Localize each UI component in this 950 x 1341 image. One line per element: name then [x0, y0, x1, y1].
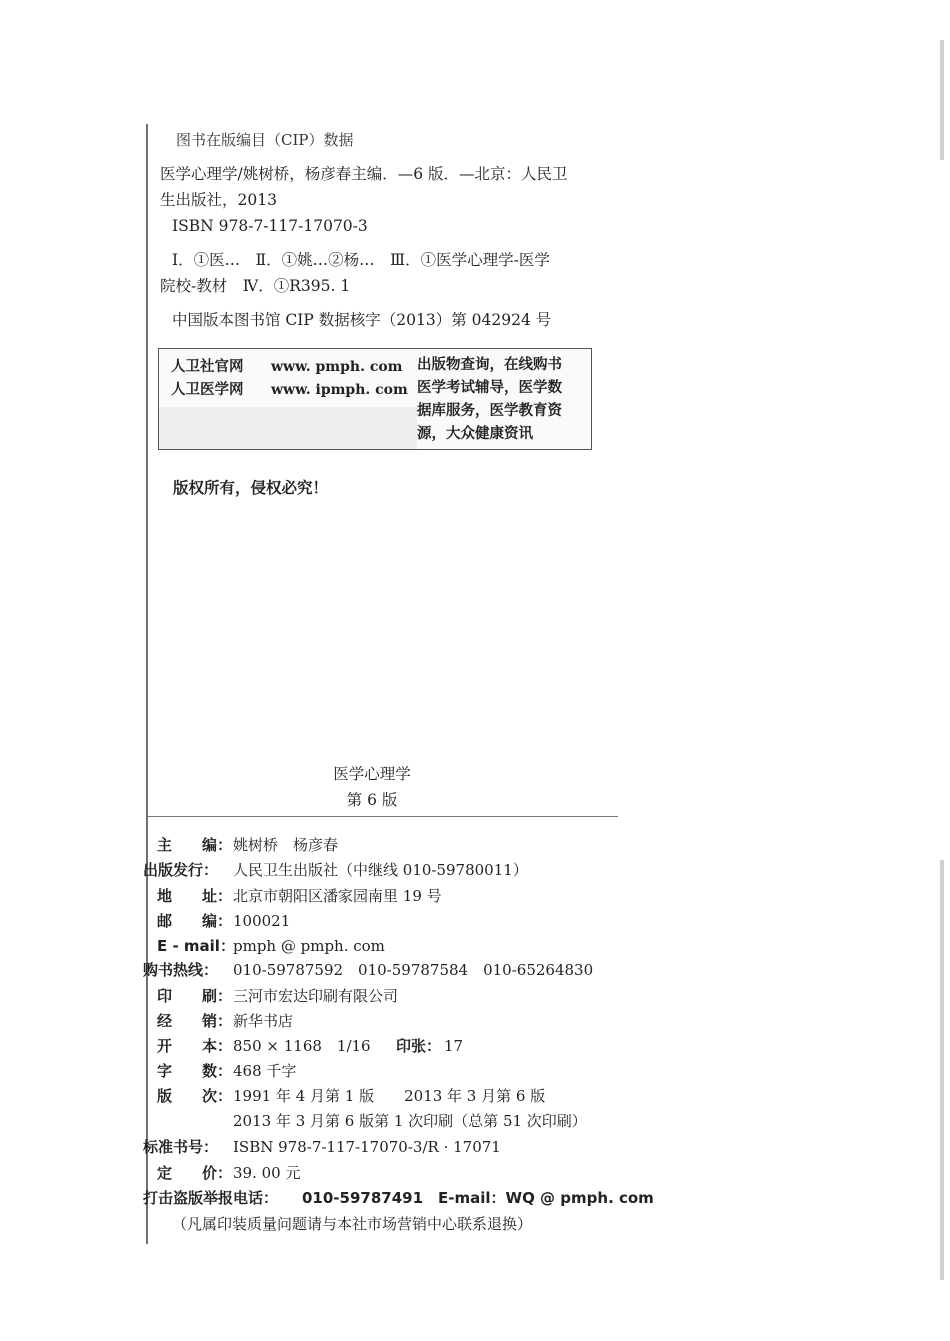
email-value: pmph @ pmph. com — [233, 937, 385, 955]
publisher-value: 人民卫生出版社（中继线 010-59780011） — [233, 861, 528, 879]
address-label: 地 址： — [157, 887, 233, 905]
site2-name: 人卫医学网 — [171, 382, 244, 398]
box-desc-1: 出版物查询，在线购书 — [417, 357, 562, 373]
edition: 第 6 版 — [346, 791, 398, 809]
left-margin-line — [146, 124, 148, 1244]
sheets-value: 17 — [444, 1037, 464, 1055]
cip-line-5: 院校-教材 Ⅳ．①R395. 1 — [160, 277, 351, 295]
edition-label: 版 次： — [157, 1087, 233, 1105]
format-value: 850 × 1168 1/16 — [233, 1037, 371, 1055]
copyright-notice: 版权所有，侵权必究！ — [173, 479, 329, 497]
scan-edge-lower — [940, 860, 944, 1280]
box-desc-3: 据库服务，医学教育资 — [417, 403, 562, 419]
book-title: 医学心理学 — [333, 765, 411, 783]
site1-url: www. pmph. com — [271, 359, 403, 375]
printer-label: 印 刷： — [157, 987, 233, 1005]
edition-value-1: 1991 年 4 月第 1 版 2013 年 3 月第 6 版 — [233, 1087, 546, 1105]
publisher-label: 出版发行： — [143, 861, 219, 879]
postcode-label: 邮 编： — [157, 912, 233, 930]
sheets-label: 印张： — [396, 1037, 442, 1055]
box-desc-2: 医学考试辅导，医学数 — [417, 380, 562, 396]
format-label: 开 本： — [157, 1037, 233, 1055]
website-box — [158, 348, 592, 450]
edition-value-2: 2013 年 3 月第 6 版第 1 次印刷（总第 51 次印刷） — [233, 1112, 587, 1130]
printer-value: 三河市宏达印刷有限公司 — [233, 987, 399, 1005]
quality-note: （凡属印装质量问题请与本社市场营销中心联系退换） — [172, 1215, 533, 1233]
divider — [148, 816, 618, 817]
editor-label: 主 编： — [157, 836, 233, 854]
cip-line-6: 中国版本图书馆 CIP 数据核字（2013）第 042924 号 — [172, 311, 552, 329]
words-label: 字 数： — [157, 1062, 233, 1080]
price-value: 39. 00 元 — [233, 1164, 301, 1182]
piracy-label: 打击盗版举报电话： — [143, 1189, 279, 1207]
address-value: 北京市朝阳区潘家园南里 19 号 — [233, 887, 442, 905]
hotline-value: 010-59787592 010-59787584 010-65264830 — [233, 961, 594, 979]
price-label: 定 价： — [157, 1164, 233, 1182]
cip-line-4: Ⅰ．①医… Ⅱ．①姚…②杨… Ⅲ．①医学心理学-医学 — [172, 251, 550, 269]
email-label: E - mail： — [157, 937, 235, 955]
cip-line-1: 医学心理学/姚树桥，杨彦春主编．—6 版．—北京：人民卫 — [160, 165, 568, 183]
distributor-label: 经 销： — [157, 1012, 233, 1030]
cip-line-2: 生出版社，2013 — [160, 191, 277, 209]
site1-name: 人卫社官网 — [171, 359, 244, 375]
postcode-value: 100021 — [233, 912, 291, 930]
isbn-value: ISBN 978-7-117-17070-3/R · 17071 — [233, 1138, 501, 1156]
site2-url: www. ipmph. com — [271, 382, 408, 398]
distributor-value: 新华书店 — [233, 1012, 294, 1030]
scan-edge — [940, 40, 944, 160]
words-value: 468 千字 — [233, 1062, 297, 1080]
cip-title: 图书在版编目（CIP）数据 — [176, 131, 354, 149]
cip-isbn: ISBN 978-7-117-17070-3 — [172, 217, 368, 235]
editor-value: 姚树桥 杨彦春 — [233, 836, 339, 854]
piracy-value: 010-59787491 E-mail：WQ @ pmph. com — [302, 1189, 654, 1207]
box-desc-4: 源，大众健康资讯 — [417, 426, 533, 442]
hotline-label: 购书热线： — [143, 961, 219, 979]
isbn-label: 标准书号： — [143, 1138, 219, 1156]
